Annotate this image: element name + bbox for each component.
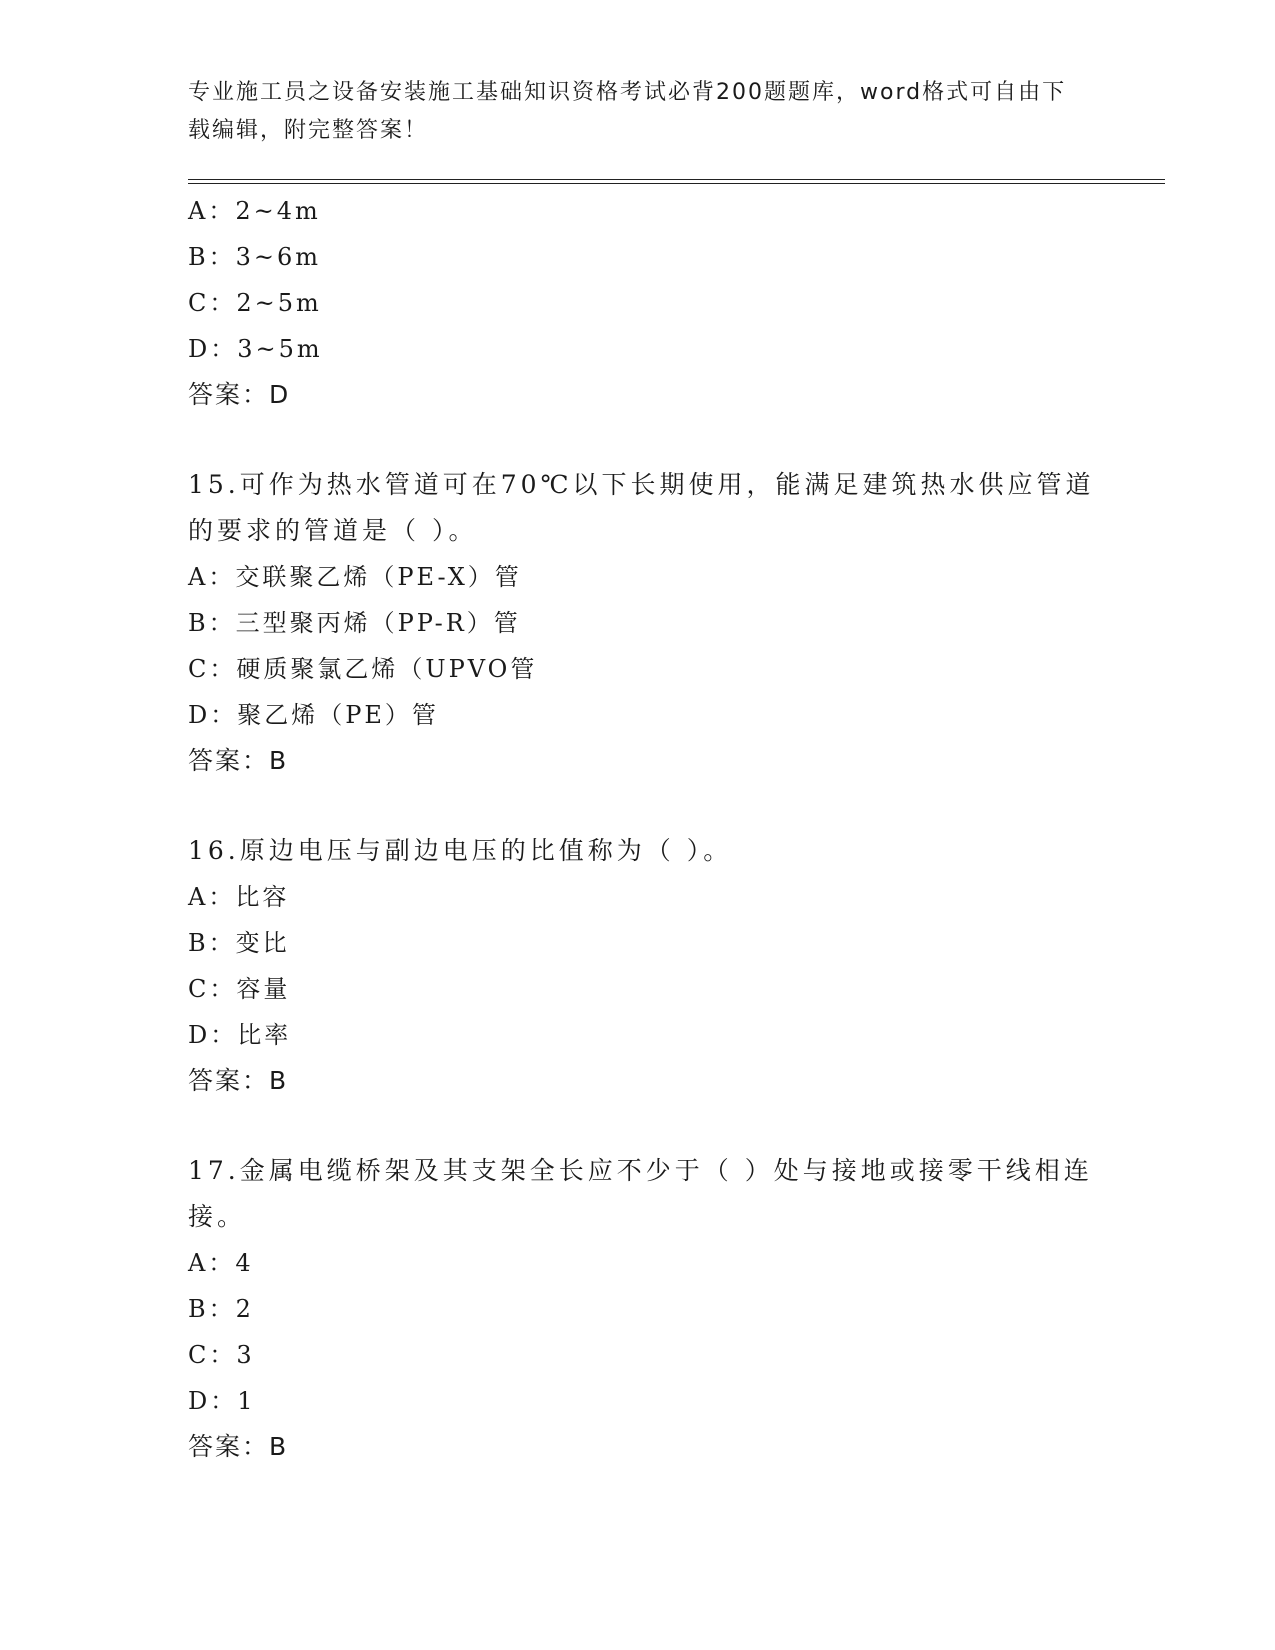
- option-d: D：聚乙烯（PE）管: [188, 701, 439, 729]
- option-b: B：变比: [188, 929, 290, 957]
- question-list: [188, 188, 1108, 1470]
- answer-line: 答案：D: [188, 380, 291, 409]
- option-c: C：3: [188, 1341, 255, 1369]
- option-d: D：比率: [188, 1021, 292, 1049]
- question-block: [188, 462, 1108, 784]
- header-divider-bottom: [188, 183, 1165, 184]
- question-text: 16.原边电压与副边电压的比值称为（ ）。: [188, 836, 733, 865]
- question-text: 17.金属电缆桥架及其支架全长应不少于（ ）处与接地或接零干线相连接。: [188, 1156, 1093, 1231]
- answer-line: 答案：B: [188, 1066, 289, 1095]
- option-b: B：三型聚丙烯（PP-R）管: [188, 609, 521, 637]
- option-c: C：容量: [188, 975, 291, 1003]
- question-block: [188, 188, 1108, 418]
- option-c: C：2~5m: [188, 289, 322, 317]
- option-a: A：2~4m: [188, 197, 321, 225]
- option-a: A：4: [188, 1249, 254, 1277]
- question-block: [188, 828, 1108, 1104]
- option-a: A：比容: [188, 883, 290, 911]
- header-divider-top: [188, 179, 1165, 180]
- option-a: A：交联聚乙烯（PE-X）管: [188, 563, 522, 591]
- question-block: [188, 1148, 1108, 1470]
- question-text: 15.可作为热水管道可在70℃以下长期使用，能满足建筑热水供应管道的要求的管道是（ ）。: [188, 470, 1095, 545]
- answer-line: 答案：B: [188, 746, 289, 775]
- option-b: B：3~6m: [188, 243, 322, 271]
- answer-line: 答案：B: [188, 1432, 289, 1461]
- option-c: C：硬质聚氯乙烯（UPVO管: [188, 655, 538, 683]
- option-d: D：3~5m: [188, 335, 323, 363]
- option-d: D：1: [188, 1387, 256, 1415]
- option-b: B：2: [188, 1295, 254, 1323]
- document-header: 专业施工员之设备安装施工基础知识资格考试必背200题题库，word格式可自由下载编辑，附完整答案！: [188, 80, 1067, 143]
